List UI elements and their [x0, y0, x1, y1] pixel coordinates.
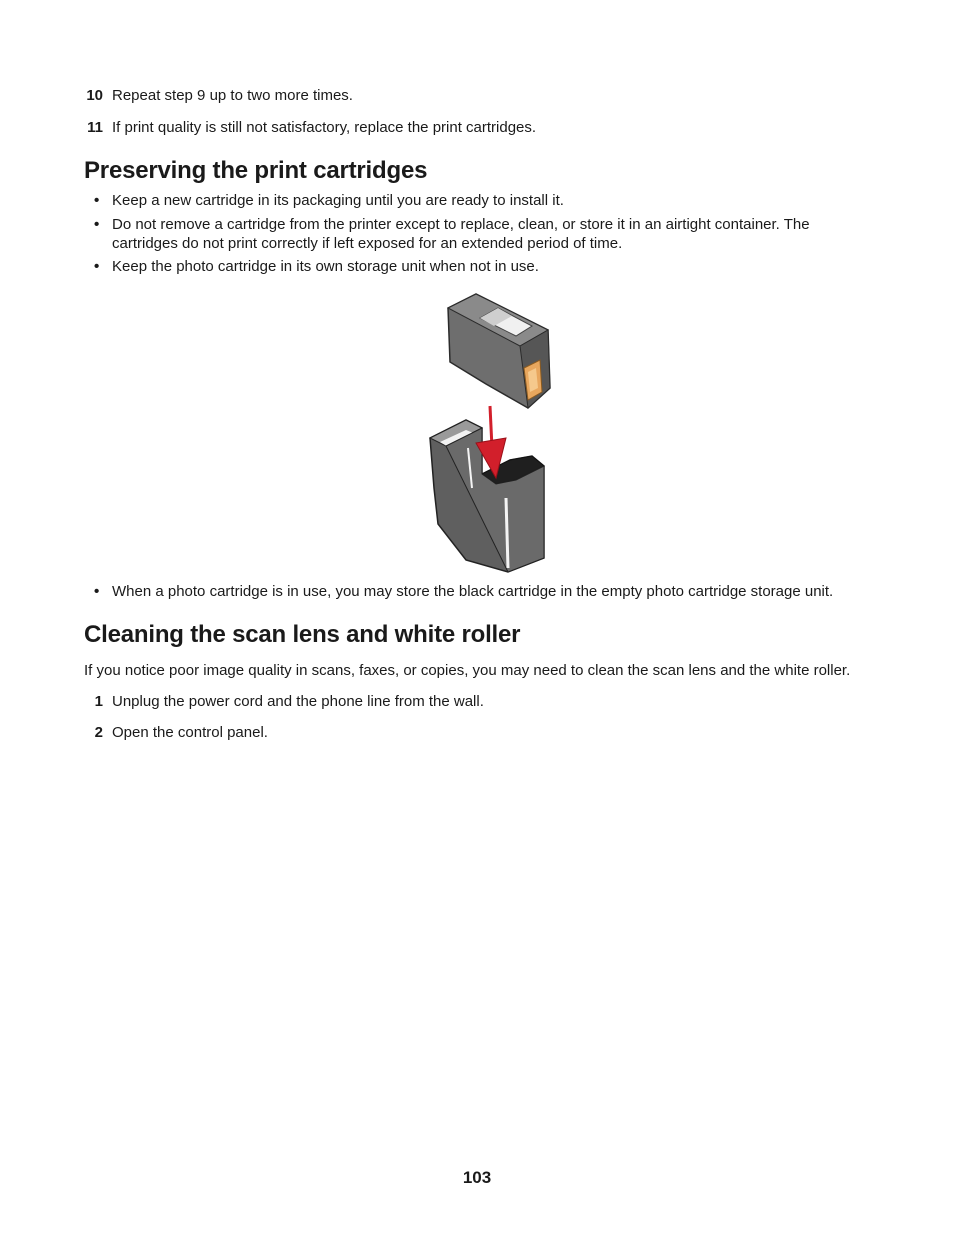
- bullet-text: Do not remove a cartridge from the printer except to replace, clean, or store it in an airtight container. The cartridges do not print correctly if left exposed for an extended period of time.: [112, 216, 810, 252]
- bullet-text: Keep the photo cartridge in its own storage unit when not in use.: [112, 258, 539, 275]
- bullet-text: When a photo cartridge is in use, you may store the black cartridge in the empty photo cartridge storage unit.: [112, 583, 834, 600]
- section-heading-preserving: Preserving the print cartridges: [84, 157, 428, 184]
- cartridge-storage-illustration: [420, 288, 560, 578]
- page-number: 103: [462, 1168, 492, 1187]
- bullet-dot: •: [94, 192, 100, 209]
- step-text: Open the control panel.: [112, 724, 268, 741]
- step-text: Unplug the power cord and the phone line from the wall.: [112, 693, 484, 710]
- step-text: If print quality is still not satisfactory, replace the print cartridges.: [112, 119, 537, 136]
- step-text: Repeat step 9 up to two more times.: [112, 87, 353, 104]
- photo-cartridge-image: [448, 294, 550, 408]
- section-intro: If you notice poor image quality in scans, faxes, or copies, you may need to clean the scan lens and the white roller.: [84, 662, 851, 679]
- step-number: 1: [94, 693, 103, 710]
- step-number: 11: [87, 119, 103, 136]
- bullet-dot: •: [94, 258, 100, 275]
- bullet-text: Keep a new cartridge in its packaging until you are ready to install it.: [112, 192, 564, 209]
- section-heading-cleaning: Cleaning the scan lens and white roller: [84, 621, 521, 648]
- bullet-dot: •: [94, 216, 100, 233]
- bullet-dot: •: [94, 583, 100, 600]
- step-number: 2: [94, 724, 103, 741]
- step-number: 10: [86, 87, 103, 104]
